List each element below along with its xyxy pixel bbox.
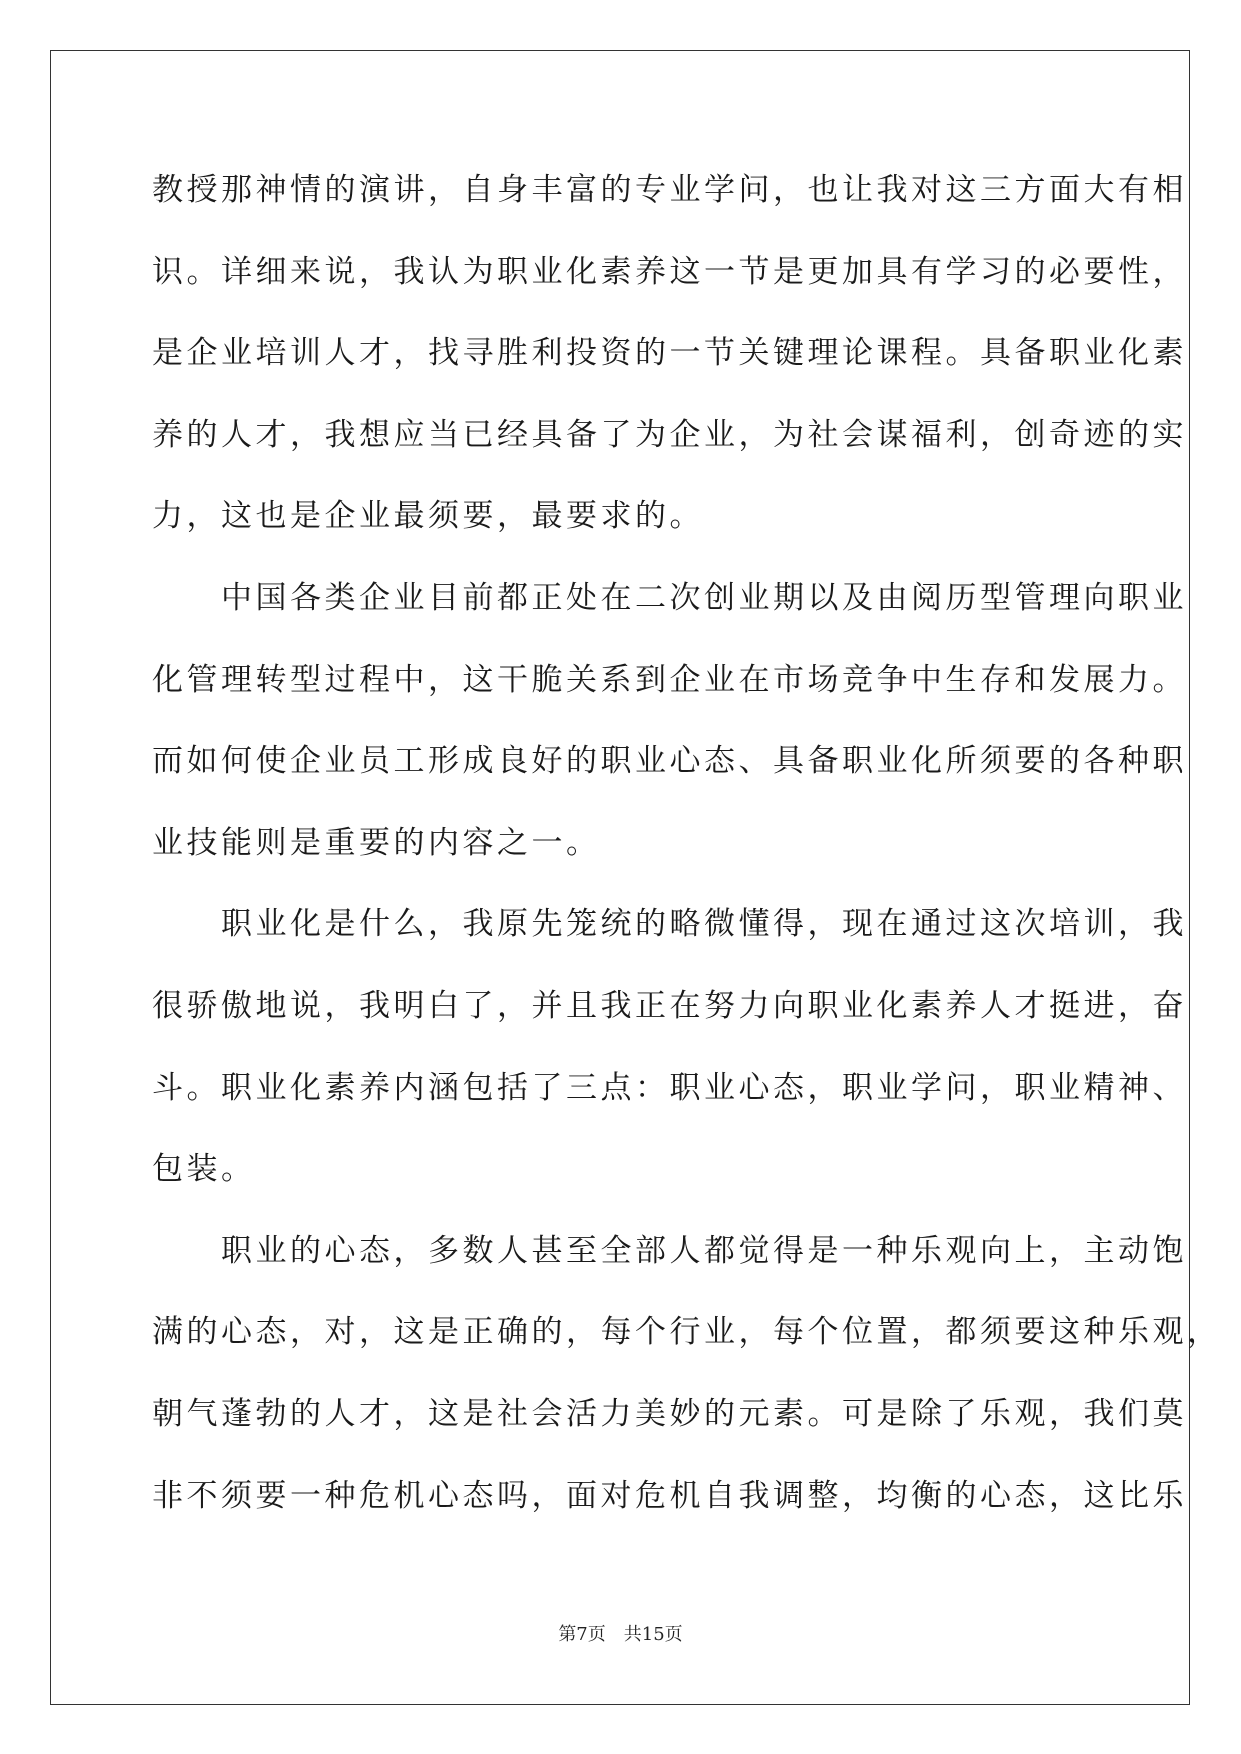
text-line: 职业化是什么，我原先笼统的略微懂得，现在通过这次培训，我 — [152, 906, 1187, 943]
page-footer — [0, 1620, 1241, 1646]
text-line: 养的人才，我想应当已经具备了为企业，为社会谋福利，创奇迹的实 — [152, 416, 1187, 453]
document-body — [152, 150, 1222, 1537]
text-line: 而如何使企业员工形成良好的职业心态、具备职业化所须要的各种职 — [152, 743, 1187, 780]
page-number: 第7页 共15页 — [558, 1624, 683, 1645]
text-line: 满的心态，对，这是正确的，每个行业，每个位置，都须要这种乐观， — [152, 1314, 1222, 1351]
text-line: 非不须要一种危机心态吗，面对危机自我调整，均衡的心态，这比乐 — [152, 1477, 1187, 1514]
text-line: 很骄傲地说，我明白了，并且我正在努力向职业化素养人才挺进，奋 — [152, 987, 1187, 1024]
text-line: 教授那神情的演讲，自身丰富的专业学问，也让我对这三方面大有相 — [152, 172, 1187, 208]
text-line: 朝气蓬勃的人才，这是社会活力美妙的元素。可是除了乐观，我们莫 — [152, 1395, 1187, 1432]
text-line: 职业的心态，多数人甚至全部人都觉得是一种乐观向上，主动饱 — [152, 1232, 1187, 1269]
text-line: 斗。职业化素养内涵包括了三点：职业心态，职业学问，职业精神、 — [152, 1069, 1187, 1106]
text-line: 包装。 — [152, 1151, 256, 1188]
text-line: 业技能则是重要的内容之一。 — [152, 824, 601, 861]
text-line: 识。详细来说，我认为职业化素养这一节是更加具有学习的必要性， — [152, 253, 1187, 290]
text-line: 是企业培训人才，找寻胜利投资的一节关键理论课程。具备职业化素 — [152, 335, 1187, 372]
text-line: 化管理转型过程中，这干脆关系到企业在市场竞争中生存和发展力。 — [152, 661, 1187, 698]
text-line: 中国各类企业目前都正处在二次创业期以及由阅历型管理向职业 — [152, 579, 1187, 616]
text-line: 力，这也是企业最须要，最要求的。 — [152, 498, 704, 535]
